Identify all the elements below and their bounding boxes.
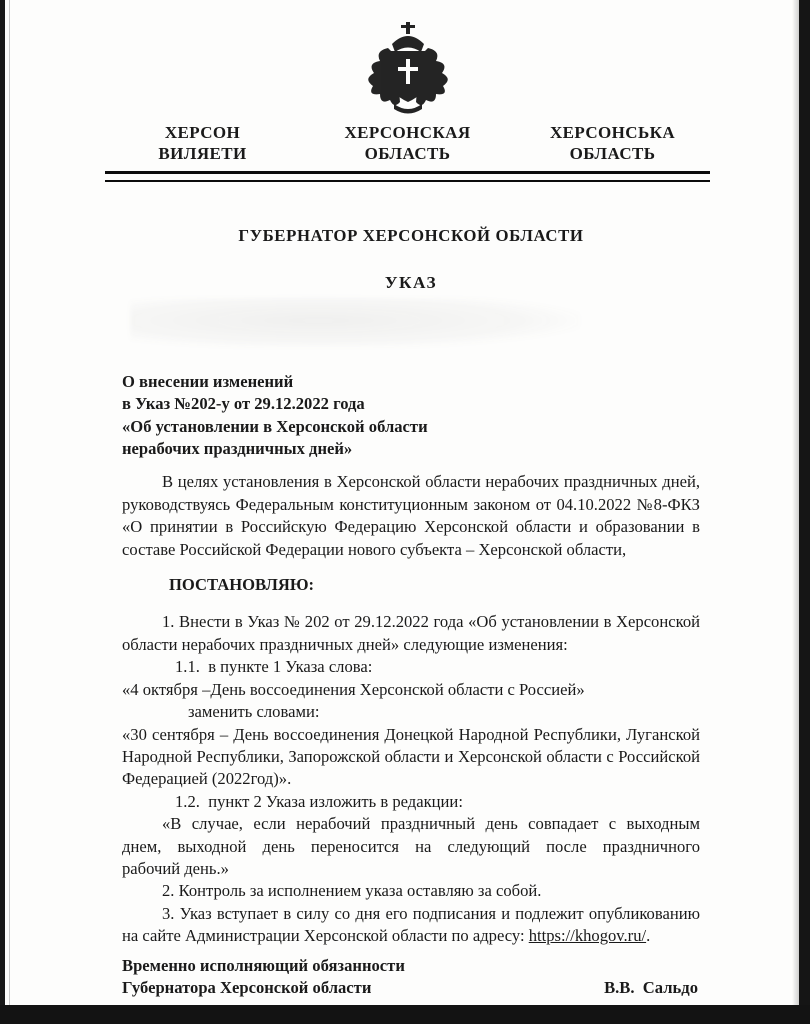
subject-line-1: О внесении изменений xyxy=(122,371,294,391)
resolution-word: ПОСТАНОВЛЯЮ: xyxy=(169,575,315,595)
decree-items xyxy=(122,611,700,947)
new-wording-line-2: Народной Республики, Запорожской области и Херсонской области с Российской xyxy=(122,746,700,766)
header-col-russian xyxy=(310,122,505,164)
preamble-line-2: руководствуясь Федеральным конституционным законом от 04.10.2022 №8-ФКЗ xyxy=(122,494,700,514)
decree-item-3-line-2-text: на сайте Администрации Херсонской области по адресу: xyxy=(122,926,529,946)
subject-block xyxy=(122,371,700,461)
old-wording-quote: «4 октября –День воссоединения Херсонской области с Россией» xyxy=(122,679,585,699)
header-col-ukrainian-line1: ХЕРСОНСЬКА xyxy=(549,123,676,142)
decree-item-1-line-1: 1. Внести в Указ № 202 от 29.12.2022 года «Об установлении в Херсонской xyxy=(162,612,700,632)
header-name-columns xyxy=(105,122,710,164)
header-col-turkic-line1: ХЕРСОН xyxy=(164,123,241,142)
new-wording-line-1: «30 сентября – День воссоединения Донецкой Народной Республики, Луганской xyxy=(122,724,700,744)
scan-border-left xyxy=(0,0,5,1024)
org-title: ГУБЕРНАТОР ХЕРСОНСКОЙ ОБЛАСТИ xyxy=(238,226,584,245)
new-wording-line-3: Федерацией (2022год)». xyxy=(122,769,292,789)
scan-edge-line xyxy=(9,0,10,1024)
point2-line-2: днем, выходной день переносится на следующий после праздничного xyxy=(122,836,700,856)
decree-item-1-2: 1.2. пункт 2 Указа изложить в редакции: xyxy=(175,791,463,811)
preamble-line-3: «О принятии в Российскую Федерацию Херсонской области и образовании в xyxy=(122,517,700,537)
signer-position-line-2: Губернатора Херсонской области xyxy=(122,977,372,997)
subject-line-4: нерабочих праздничных дней» xyxy=(122,439,353,459)
header-col-russian-line1: ХЕРСОНСКАЯ xyxy=(344,123,471,142)
header-double-rule xyxy=(105,171,710,182)
decree-item-1-line-2: области нерабочих праздничных дней» следующие изменения: xyxy=(122,634,568,654)
header-col-ukrainian xyxy=(515,122,710,164)
scan-border-right xyxy=(799,0,810,1024)
decree-item-1 xyxy=(122,611,700,656)
decree-item-2: 2. Контроль за исполнением указа оставляю за собой. xyxy=(162,881,542,901)
decree-item-3 xyxy=(122,903,700,948)
signer-position xyxy=(122,955,405,1000)
signer-name: В.В. Сальдо xyxy=(604,977,698,997)
new-wording-quote xyxy=(122,724,700,791)
preamble-line-1: В целях установления в Херсонской области нерабочих праздничных дней, xyxy=(162,472,700,492)
decree-item-3-line-2 xyxy=(122,925,700,947)
header-col-russian-line2: ОБЛАСТЬ xyxy=(364,144,451,163)
scan-shadow-right xyxy=(792,0,799,1024)
website-link: https://khogov.ru/ xyxy=(528,926,647,946)
document-header xyxy=(105,0,710,182)
point2-line-3: рабочий день.» xyxy=(122,858,229,878)
kherson-coat-of-arms-icon xyxy=(352,22,464,114)
subject-line-2: в Указ №202-у от 29.12.2022 года xyxy=(122,394,365,414)
erased-smudge-area xyxy=(130,298,580,348)
subject-line-3: «Об установлении в Херсонской области xyxy=(122,416,428,436)
signature-block xyxy=(122,955,700,1000)
scan-border-bottom xyxy=(0,1005,810,1024)
header-col-ukrainian-line2: ОБЛАСТЬ xyxy=(569,144,656,163)
point2-line-1: «В случае, если нерабочий праздничный день совпадает с выходным xyxy=(162,814,700,834)
decree-item-3-line-1: 3. Указ вступает в силу со дня его подписания и подлежит опубликованию xyxy=(162,903,700,923)
header-col-turkic-line2: ВИЛЯЕТИ xyxy=(158,144,247,163)
decree-body xyxy=(122,183,700,999)
decree-item-1-1: 1.1. в пункте 1 Указа слова: xyxy=(175,657,373,677)
header-col-turkic xyxy=(105,122,300,164)
point2-wording-quote xyxy=(122,813,700,880)
preamble-line-4: составе Российской Федерации нового субъекта – Херсонской области, xyxy=(122,539,627,559)
signer-position-line-1: Временно исполняющий обязанности xyxy=(122,955,405,975)
preamble-paragraph xyxy=(122,471,700,561)
decree-item-3-period: . xyxy=(646,926,651,946)
doc-type-title: УКАЗ xyxy=(384,273,438,293)
replace-words-line: заменить словами: xyxy=(188,702,320,722)
